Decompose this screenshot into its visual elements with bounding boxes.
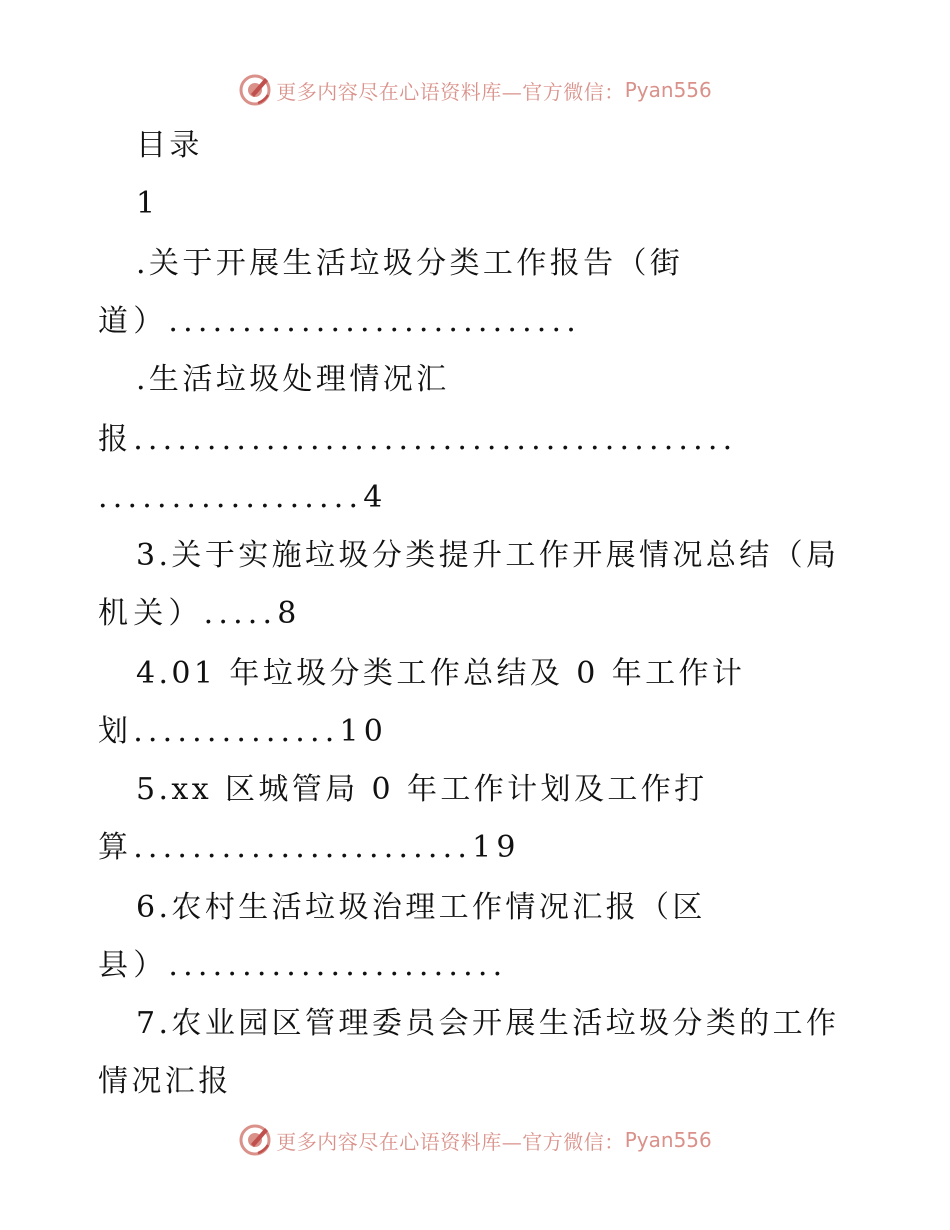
toc-line: 7.农业园区管理委员会开展生活垃圾分类的工作 [136, 1006, 840, 1041]
toc-line: 报......................................... [98, 422, 738, 457]
toc-line: 6.农村生活垃圾治理工作情况汇报（区 [136, 890, 706, 925]
watermark-text: 更多内容尽在心语资料库—官方微信： [276, 1129, 625, 1154]
toc-line: 情况汇报 [98, 1064, 232, 1099]
toc-line: 划..............10 [98, 714, 389, 749]
toc-line: 县）....................... [98, 948, 508, 983]
toc-line: .关于开展生活垃圾分类工作报告（街 [136, 246, 684, 281]
header-watermark [0, 70, 950, 110]
toc-title: 目录 [136, 128, 203, 163]
watermark-brand: Pyan556 [624, 78, 712, 102]
toc-line: 4.01 年垃圾分类工作总结及 0 年工作计 [136, 656, 746, 691]
toc-line: 1 [136, 186, 159, 221]
watermark-text: 更多内容尽在心语资料库—官方微信： [276, 79, 625, 104]
toc-line: 道）............................ [98, 304, 582, 339]
pen-logo-icon [238, 73, 272, 107]
toc-line: 5.xx 区城管局 0 年工作计划及工作打 [136, 772, 708, 807]
watermark-brand: Pyan556 [624, 1128, 712, 1152]
toc-line: ..................4 [98, 480, 388, 515]
toc-line: 机关）.....8 [98, 596, 302, 631]
toc-line: 3.关于实施垃圾分类提升工作开展情况总结（局 [136, 538, 840, 573]
toc-line: .生活垃圾处理情况汇 [136, 362, 450, 397]
toc-line: 算.......................19 [98, 830, 521, 865]
footer-watermark [0, 1120, 950, 1160]
pen-logo-icon [238, 1123, 272, 1157]
